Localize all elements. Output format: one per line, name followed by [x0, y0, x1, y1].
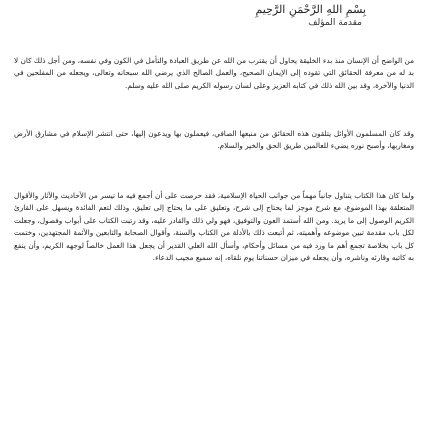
paragraph-2: وقد كان المسلمون الأوائل يتلقون هذه الحقائق من منبعها الصافي، فيعملون بها ويدعون إليها، حتى انتشر الإسلام في مشارق الأرض ومغاربها، وأصبح نوره يضيء للعالمين طريق الحق والخير والسلام.: [14, 129, 414, 151]
bismillah-heading: بِسْمِ اللهِ الرَّحْمَنِ الرَّحِيمِ: [255, 3, 366, 16]
page-header: [14, 0, 414, 41]
section-subtitle: مقدمة المؤلف: [308, 18, 362, 28]
paragraph-1: من الواضح أن الإنسان منذ بدء الخليقة يحاول أن يقترب من الله عن طريق العبادة والتأمل في الكون وفي نفسه، ومن أجل ذلك كان لا بد له من معرفة الحقائق التي تقوده إلى الإيمان الصحيح، والعمل الصالح الذي يرضي الله سبحانه وتعالى، ويجعله من المفلحين في الدنيا والآخرة، وقد بين الله ذلك في كتابه العزيز وعلى لسان رسوله الكريم صلى الله عليه وسلم.: [14, 56, 414, 90]
paragraph-3: ولما كان هذا الكتاب يتناول جانباً مهماً من جوانب الحياة الإسلامية، فقد حرصت على أن أجمع فيه ما تيسر من الأحاديث والآثار والأقوال المتعلقة بهذا الموضوع، مع شرح موجز لما يحتاج إلى شرح، وتعليق على ما يحتاج إلى تعليق، وذلك لتعم الفائدة ويسهل على القارئ الكريم الوصول إلى ما يريد. ومن الله أستمد العون والتوفيق، فهو ولي ذلك والقادر عليه، وقد رتبت الكتاب على أبواب وفصول، وجعلت لكل باب مقدمة تبين موضوعه وأهميته، ثم أتبعت ذلك بالأدلة من الكتاب والسنة، وأقوال الصحابة والتابعين والأئمة المجتهدين، وختمت كل باب بخلاصة تجمع أهم ما ورد فيه من مسائل وأحكام، وأسأل الله العلي القدير أن يجعل هذا العمل خالصاً لوجهه الكريم، وأن ينفع به كاتبه وقارئه وناشره، وأن يجعله في ميزان حسناتنا يوم نلقاه، إنه سميع مجيب الدعاء.: [14, 191, 414, 263]
